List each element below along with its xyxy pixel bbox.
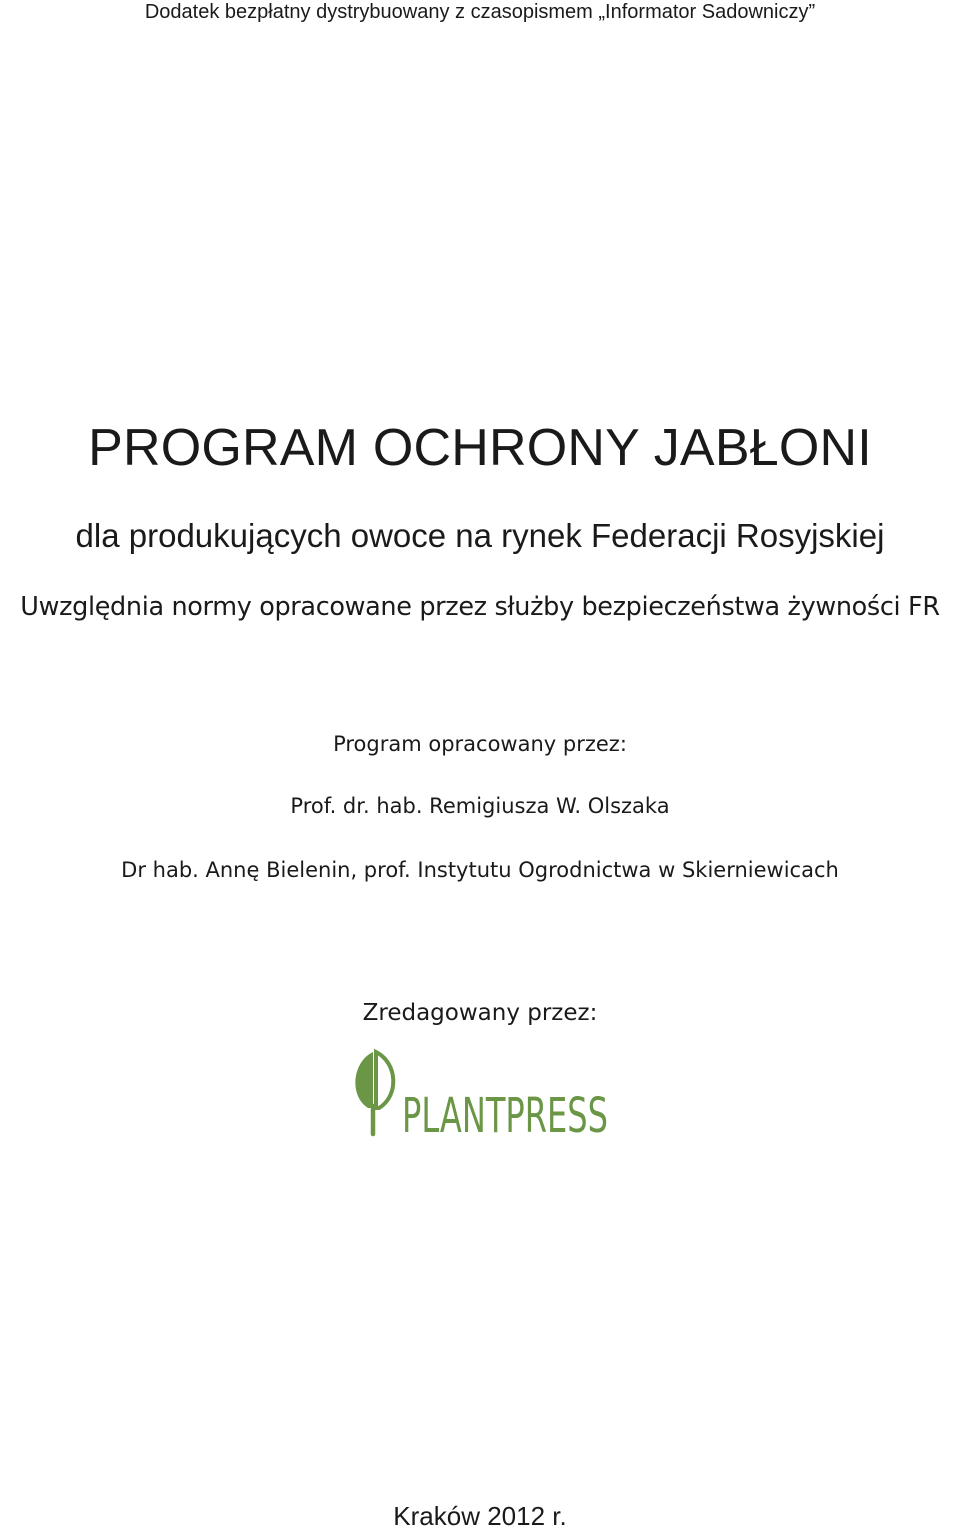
document-title: PROGRAM OCHRONY JABŁONI <box>88 419 872 477</box>
place-and-date: Kraków 2012 r. <box>393 1501 567 1531</box>
prepared-by-label: Program opracowany przez: <box>333 732 627 756</box>
document-subtitle: dla produkujących owoce na rynek Federacji Rosyjskiej <box>75 517 885 554</box>
author-line: Dr hab. Annę Bielenin, prof. Instytutu Ogrodnictwa w Skierniewicach <box>121 858 839 882</box>
leaf-icon <box>355 1052 393 1134</box>
supplement-note: Dodatek bezpłatny dystrybuowany z czasopismem „Informator Sadowniczy” <box>144 1 816 23</box>
edited-by-label: Zredagowany przez: <box>362 1000 598 1026</box>
author-line: Prof. dr. hab. Remigiusza W. Olszaka <box>290 794 670 818</box>
plantpress-wordmark: PLANTPRESS <box>402 1088 608 1144</box>
plantpress-logo <box>348 1050 610 1144</box>
norms-statement: Uwzględnia normy opracowane przez służby bezpieczeństwa żywności FR <box>20 592 940 622</box>
